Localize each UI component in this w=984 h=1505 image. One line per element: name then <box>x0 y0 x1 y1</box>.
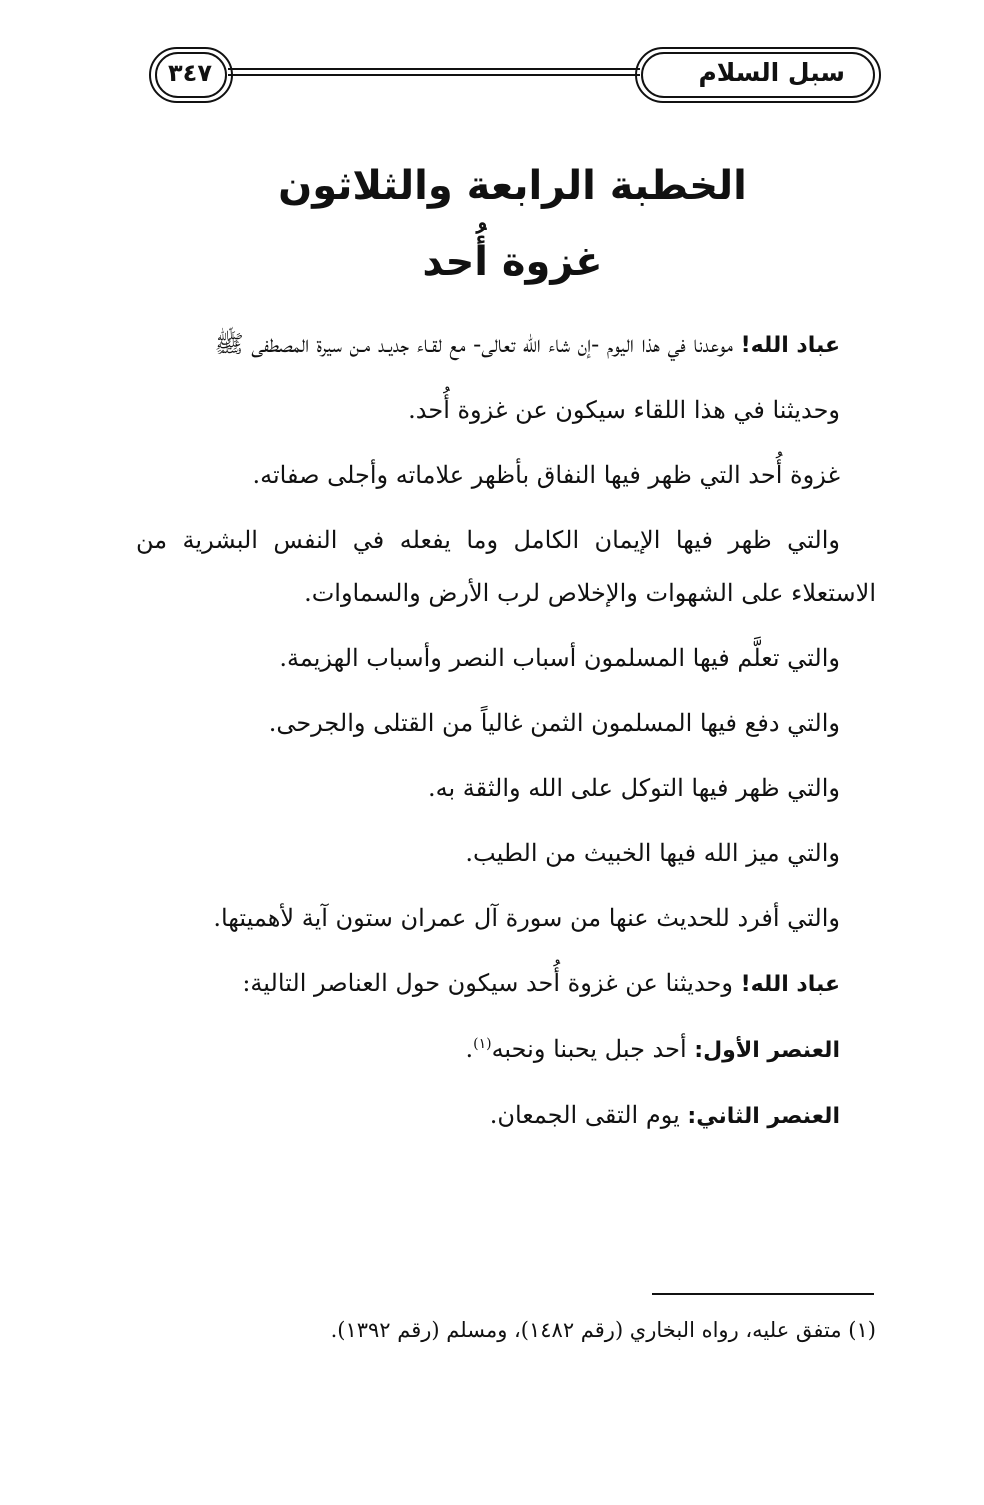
paragraph-text: والتي دفع فيها المسلمون الثمن غالياً من القتلى والجرحى. <box>268 709 840 737</box>
paragraph <box>136 762 876 815</box>
paragraph <box>136 632 876 685</box>
paragraph-tail: . <box>465 1035 474 1063</box>
subject-title: غزوة أُحد <box>422 239 603 285</box>
paragraph-lead: عباد الله! <box>740 972 840 997</box>
paragraph-text: غزوة أُحد التي ظهر فيها النفاق بأظهر علاماته وأجلى صفاته. <box>252 461 840 489</box>
paragraph <box>136 514 876 620</box>
paragraph-text: والتي ظهر فيها التوكل على الله والثقة به. <box>428 774 840 802</box>
paragraph-lead: العنصر الثاني: <box>687 1104 840 1129</box>
body-text <box>136 318 876 1155</box>
paragraph <box>136 892 876 945</box>
paragraph <box>136 957 876 1011</box>
paragraph <box>136 827 876 880</box>
paragraph <box>136 1089 876 1143</box>
footnote: (١) متفق عليه، رواه البخاري (رقم ١٤٨٢)، ومسلم (رقم ١٣٩٢). <box>330 1318 876 1342</box>
paragraph-lead: عباد الله! <box>740 333 840 358</box>
paragraph-text: والتي تعلَّم فيها المسلمون أسباب النصر وأسباب الهزيمة. <box>279 644 840 672</box>
paragraph-text: وحديثنا في هذا اللقاء سيكون عن غزوة أُحد. <box>408 396 840 424</box>
paragraph <box>136 384 876 437</box>
paragraph <box>136 1023 876 1077</box>
paragraph-lead: العنصر الأول: <box>694 1038 840 1063</box>
running-header <box>140 44 885 106</box>
paragraph-text: والتي ظهر فيها الإيمان الكامل وما يفعله في النفس البشرية من الاستعلاء على الشهوات والإخلاص لرب الأرض والسماوات. <box>136 526 876 607</box>
paragraph-text: يوم التقى الجمعان. <box>489 1101 688 1129</box>
paragraph-text: والتي أفرد للحديث عنها من سورة آل عمران ستون آية لأهميتها. <box>213 904 840 932</box>
book-title: سبل السلام <box>698 58 845 87</box>
footnote-ref[interactable]: (١) <box>473 1036 492 1052</box>
paragraph <box>136 318 876 372</box>
paragraph-text: وحديثنا عن غزوة أُحد سيكون حول العناصر التالية: <box>242 969 741 997</box>
paragraph-text: موعدنا في هذا اليوم -إن شاء الله تعالى- مع لقـاء جديـد مـن سيرة المصطفى ﷺ <box>214 330 741 358</box>
paragraph <box>136 449 876 502</box>
paragraph <box>136 697 876 750</box>
paragraph-text: أحد جبل يحبنا ونحبه <box>491 1035 695 1063</box>
khutba-title: الخطبة الرابعة والثلاثون <box>278 163 747 209</box>
paragraph-text: والتي ميز الله فيها الخبيث من الطيب. <box>465 839 840 867</box>
page-number: ٣٤٧ <box>168 59 212 87</box>
footnote-divider <box>652 1293 874 1295</box>
